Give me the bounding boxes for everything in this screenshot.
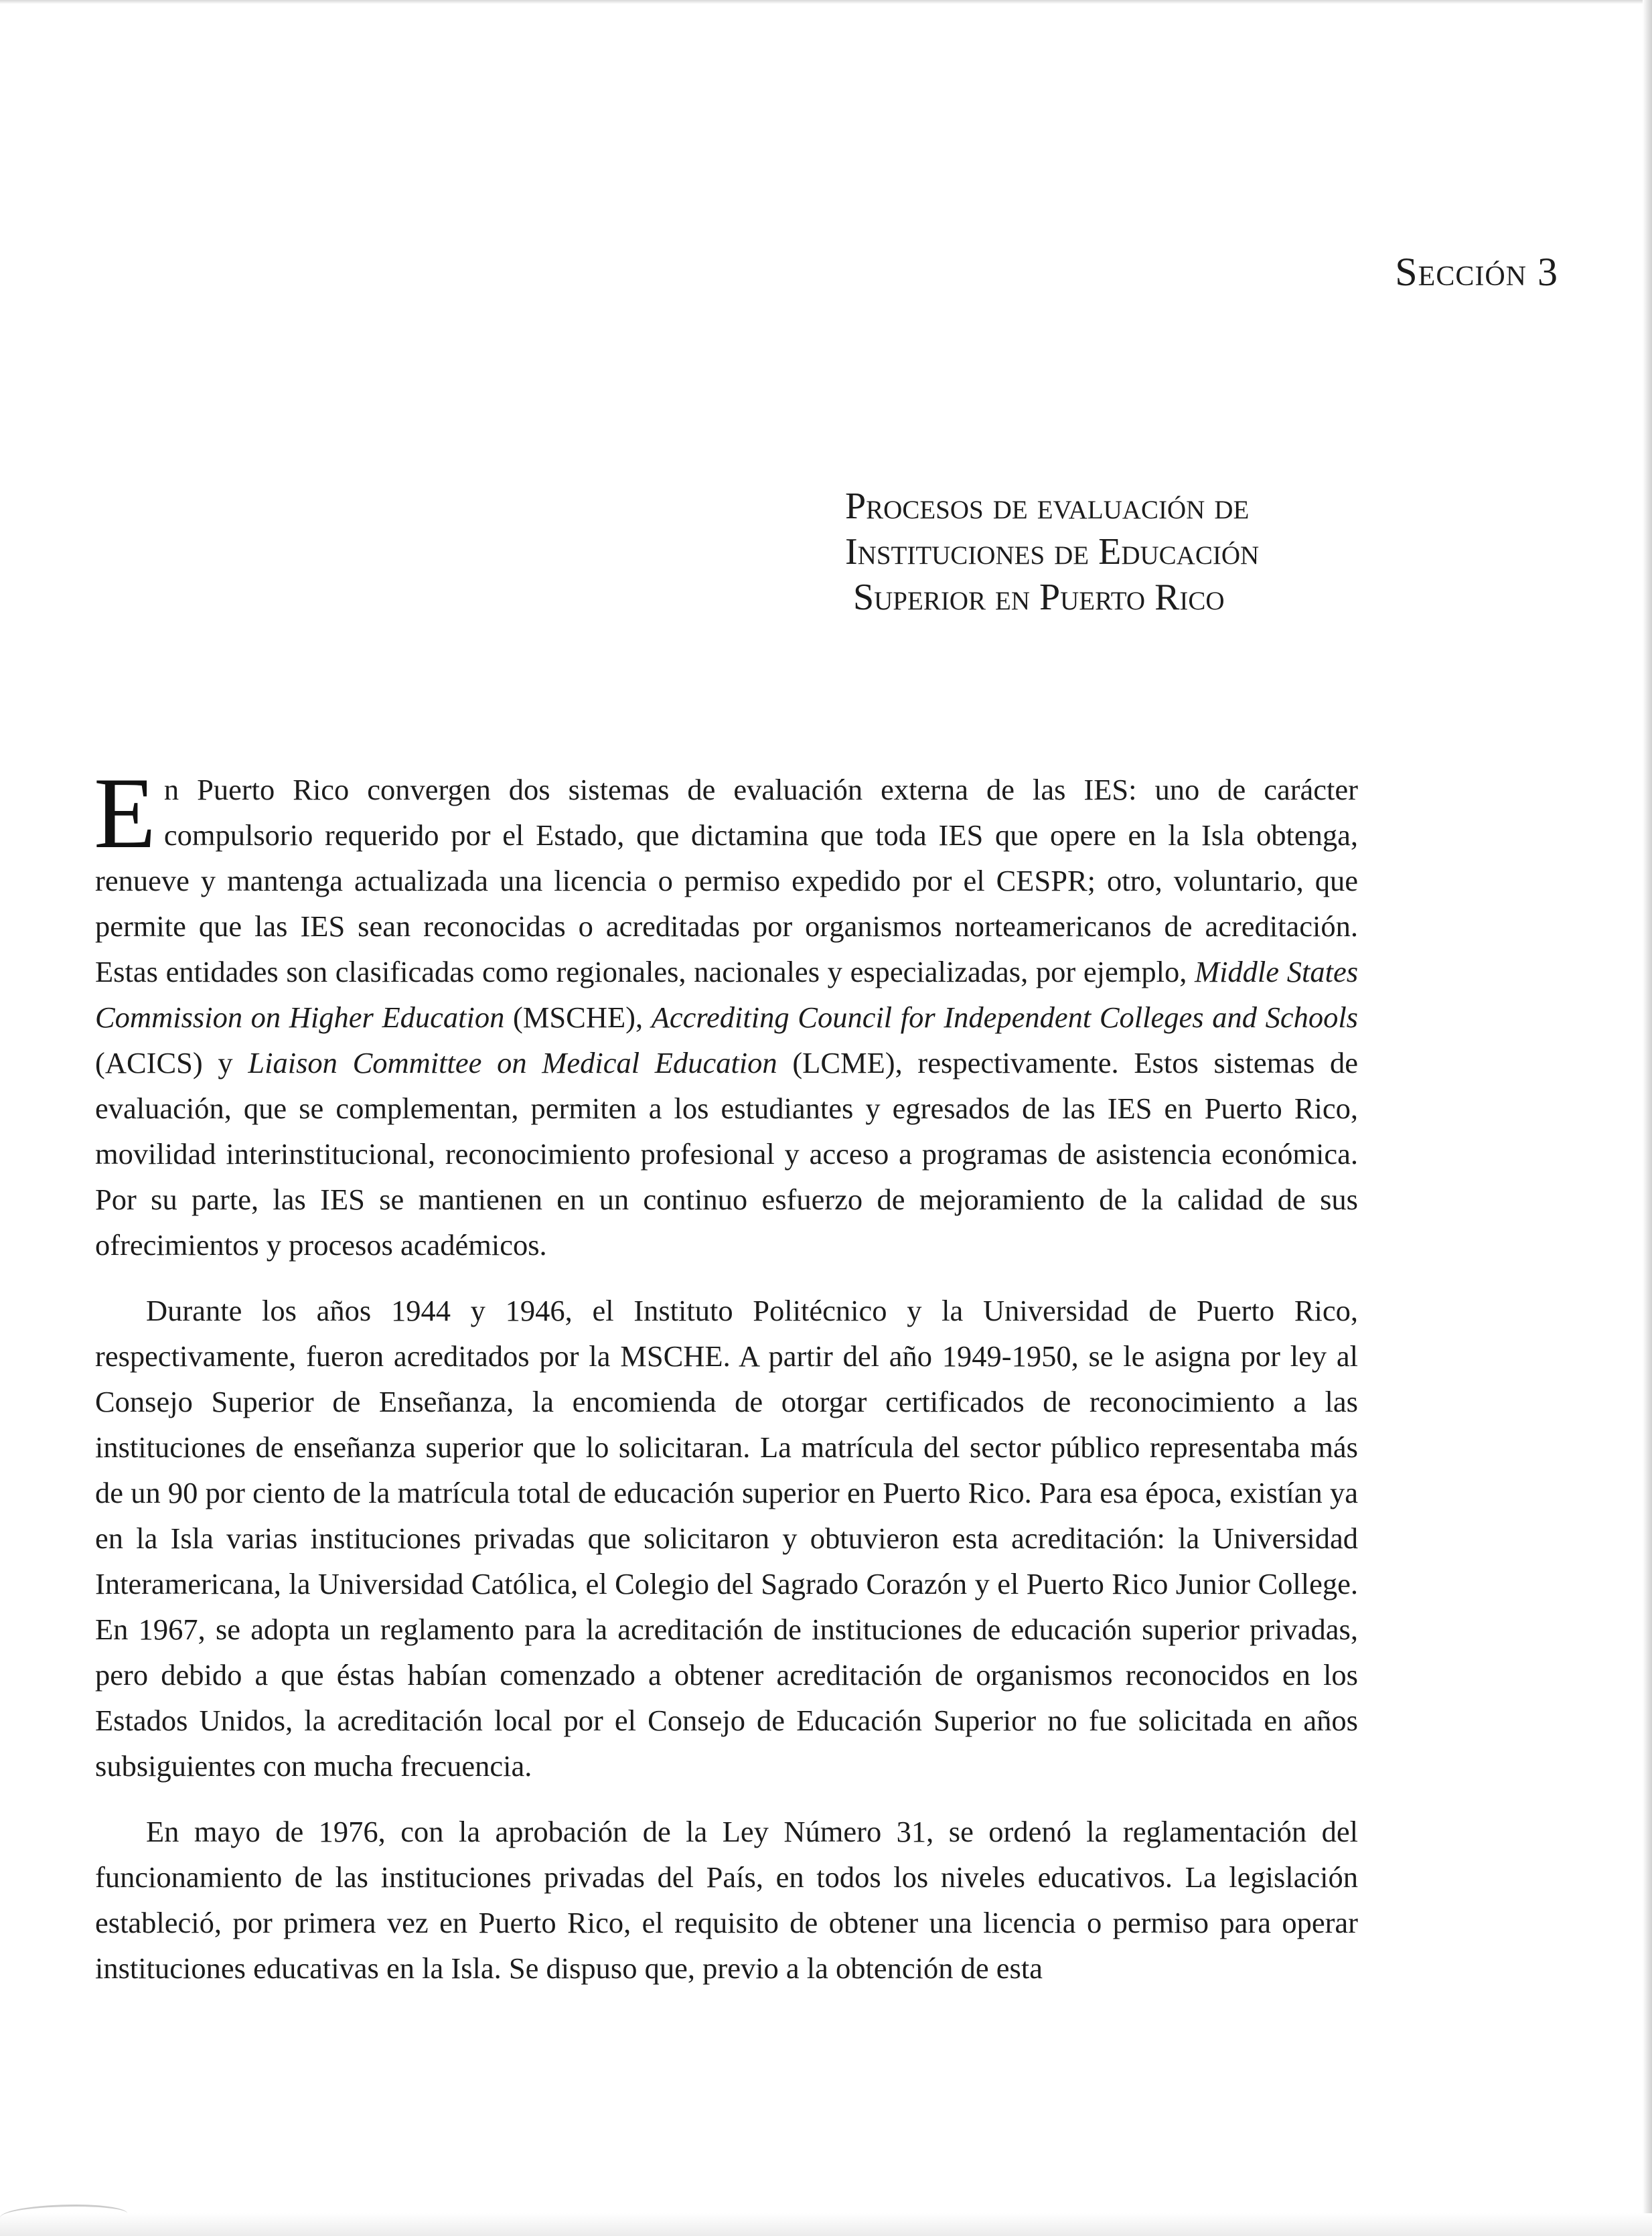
paragraph-1-italic-1: Middle States Commission on Higher Education (95, 955, 1359, 1034)
chapter-title-line-1: Procesos de evaluación de (845, 486, 1250, 527)
paragraph-3: En mayo de 1976, con la aprobación de la Ley Número 31, se ordenó la reglamentación del funcionamiento de las instituciones privadas del País, en todos los niveles educativos. La legislación estableció, por primera vez en Puerto Rico, el requisito de obtener una licencia o permiso para operar instituciones educativas en la Isla. Se dispuso que, previo a la obtención de esta (95, 1815, 1358, 1985)
paragraph-1-italic-3: Liaison Committee on Medical Education (248, 1046, 777, 1079)
body-text (94, 757, 1359, 2011)
paragraph-1-text-c: (ACICS) y (95, 1046, 248, 1079)
scan-edge-top (0, 0, 1652, 4)
paragraph-1-italic-2: Accrediting Council for Independent Colleges and Schools (651, 1000, 1358, 1034)
paragraph-1-text-b: (MSCHE), (504, 1000, 652, 1034)
section-label: Sección 3 (1395, 250, 1558, 294)
drop-cap: E (94, 757, 156, 869)
scan-edge-bottom (0, 2213, 1652, 2236)
scan-edge-right (1643, 0, 1652, 2236)
paragraph-1-text-d: (LCME), respectivamente. Estos sistemas de evaluación, que se complementan, permiten a los estudiantes y egresados de las IES en Puerto Rico, movilidad interinstitucional, reconocimiento profesional y acceso a programas de asistencia económica. Por su parte, las IES se mantienen en un continuo esfuerzo de mejoramiento de la calidad de sus ofrecimientos y procesos académicos. (95, 1046, 1358, 1262)
chapter-title-line-2: Instituciones de Educación (845, 531, 1260, 573)
paragraph-1 (94, 757, 1359, 1268)
paragraph-1-text-a: n Puerto Rico convergen dos sistemas de evaluación externa de las IES: uno de carácter compulsorio requerido por el Estado, que dictamina que toda IES que opere en la Isla obtenga, renueve y mantenga actualizada una licencia o permiso expedido por el CESPR; otro, voluntario, que permite que las IES sean reconocidas o acreditadas por organismos norteamericanos de acreditación. Estas entidades son clasificadas como regionales, nacionales y especializadas, por ejemplo, (95, 773, 1358, 988)
chapter-title (845, 483, 1259, 620)
chapter-title-line-3: Superior en Puerto Rico (853, 577, 1225, 618)
paragraph-2: Durante los años 1944 y 1946, el Instituto Politécnico y la Universidad de Puerto Rico, respectivamente, fueron acreditados por la MSCHE. A partir del año 1949-1950, se le asigna por ley al Consejo Superior de Enseñanza, la encomienda de otorgar certificados de reconocimiento a las instituciones de enseñanza superior que lo solicitaran. La matrícula del sector público representaba más de un 90 por ciento de la matrícula total de educación superior en Puerto Rico. Para esa época, existían ya en la Isla varias instituciones privadas que solicitaron y obtuvieron esta acreditación: la Universidad Interamericana, la Universidad Católica, el Colegio del Sagrado Corazón y el Puerto Rico Junior College. En 1967, se adopta un reglamento para la acreditación de instituciones de educación superior privadas, pero debido a que éstas habían comenzado a obtener acreditación de organismos reconocidos en los Estados Unidos, la acreditación local por el Consejo de Educación Superior no fue solicitada en años subsiguientes con mucha frecuencia. (95, 1294, 1358, 1783)
scan-smudge (0, 2205, 127, 2227)
